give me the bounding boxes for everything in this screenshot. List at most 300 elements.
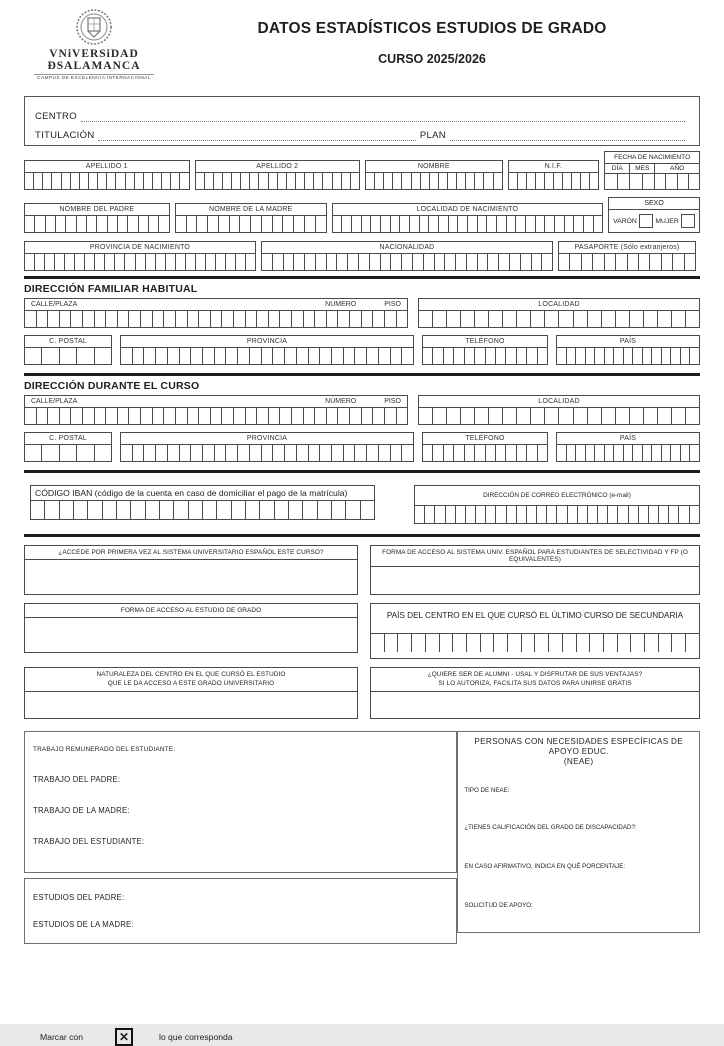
input-cell [445, 254, 456, 270]
input-cell [433, 311, 447, 327]
input-cell [234, 408, 246, 424]
input-cell [690, 445, 699, 461]
input-cell [478, 216, 488, 232]
alumni-label [371, 668, 699, 692]
dc-localidad-field [418, 395, 700, 425]
input-cell [526, 216, 536, 232]
input-cell [37, 311, 49, 327]
input-cell [475, 408, 489, 424]
nombre-madre-input-cells[interactable] [175, 216, 327, 233]
input-cell [655, 174, 666, 189]
dir-curso-row2 [24, 432, 700, 462]
input-cell [294, 254, 305, 270]
input-cell [250, 173, 259, 189]
input-cell [689, 174, 699, 189]
input-cell [60, 501, 74, 519]
input-cell [521, 254, 532, 270]
input-cell [309, 445, 321, 461]
input-cell [65, 254, 75, 270]
fecha-cells-row [605, 174, 699, 189]
plan-label: PLAN [419, 130, 446, 141]
df-cpostal-input-cells[interactable] [24, 348, 112, 365]
input-cell [423, 445, 433, 461]
input-cell [292, 408, 304, 424]
nombre-padre-field [24, 203, 170, 233]
input-cell [144, 445, 156, 461]
input-cell [605, 254, 616, 270]
input-cell [595, 348, 605, 364]
input-cell [222, 311, 234, 327]
forma-acceso-sistema-label: FORMA DE ACCESO AL SISTEMA UNIV. ESPAÑOL PARA ESTUDIANTES DE SELECTIVIDAD Y FP (O EQUIVALENTES) [371, 546, 699, 567]
df-localidad-field [418, 298, 700, 328]
input-cell [645, 634, 659, 652]
input-cell [576, 445, 586, 461]
input-cell [95, 348, 111, 364]
footer-note [40, 1028, 700, 1046]
question-row-3 [24, 667, 700, 719]
input-cell [352, 216, 362, 232]
dc-provincia-input-cells[interactable] [120, 445, 414, 462]
input-cell [494, 173, 502, 189]
input-cell [273, 216, 284, 232]
apellido1-input-cells[interactable] [24, 173, 190, 190]
input-cell [467, 254, 478, 270]
neae-panel[interactable] [457, 731, 700, 933]
input-cell [496, 445, 506, 461]
pais-centro-input-cells[interactable] [371, 633, 699, 652]
mes-input-cells[interactable] [630, 174, 655, 189]
input-cell [506, 445, 516, 461]
nombre-padre-label: NOMBRE DEL PADRE [24, 203, 170, 216]
sexo-label: SEXO [609, 198, 699, 210]
anio-label: AÑO [670, 165, 685, 172]
dc-cpostal-label: C. POSTAL [24, 432, 112, 445]
input-cell [46, 216, 56, 232]
input-cell [262, 254, 273, 270]
df-provincia-input-cells[interactable] [120, 348, 414, 365]
input-cell [681, 348, 691, 364]
dc-calle-label: CALLE/PLAZA [31, 398, 78, 405]
nombre-field [365, 160, 503, 190]
input-cell [605, 445, 615, 461]
input-cell [379, 348, 391, 364]
nombre-input-cells[interactable] [365, 173, 503, 190]
input-cell [197, 216, 208, 232]
checked-checkbox-icon: ✕ [115, 1028, 133, 1046]
input-cell [412, 173, 421, 189]
mujer-label: MUJER [655, 217, 679, 225]
input-cell [315, 311, 327, 327]
df-numero-label: NÚMERO [325, 301, 357, 308]
plan-input-line[interactable] [450, 129, 685, 141]
localidad-nacimiento-label: LOCALIDAD DE NACIMIENTO [332, 203, 604, 216]
input-cell [616, 254, 627, 270]
nacionalidad-label: NACIONALIDAD [261, 241, 553, 254]
dir-familiar-row2 [24, 335, 700, 365]
input-cell [309, 348, 321, 364]
input-cell [475, 173, 484, 189]
input-cell [168, 348, 180, 364]
dc-provincia-field [120, 432, 414, 462]
input-cell [454, 445, 464, 461]
input-cell [52, 173, 61, 189]
input-cell [269, 173, 278, 189]
input-cell [180, 173, 188, 189]
input-cell [164, 408, 176, 424]
input-cell [280, 311, 292, 327]
input-cell [488, 254, 499, 270]
lo-que-corresponda-label: lo que corresponda [158, 1032, 233, 1042]
dc-piso-label: PISO [384, 398, 401, 405]
input-cell [338, 408, 350, 424]
input-cell [168, 445, 180, 461]
input-cell [605, 348, 615, 364]
input-cell [241, 173, 250, 189]
mes-label: MES [630, 164, 655, 173]
input-cell [351, 173, 359, 189]
df-telefono-input-cells[interactable] [422, 348, 548, 365]
input-cell [136, 254, 146, 270]
input-cell [186, 254, 196, 270]
input-cell [287, 173, 296, 189]
input-cell [305, 173, 314, 189]
input-cell [273, 445, 285, 461]
input-cell [25, 216, 35, 232]
input-cell [131, 501, 145, 519]
input-cell [531, 311, 545, 327]
input-cell [211, 311, 223, 327]
input-cell [465, 445, 475, 461]
input-cell [348, 254, 359, 270]
input-cell [384, 173, 393, 189]
input-cell [672, 311, 686, 327]
apellido2-input-cells[interactable] [195, 173, 361, 190]
input-cell [344, 348, 356, 364]
input-cell [333, 173, 342, 189]
input-cell [320, 445, 332, 461]
input-cell [238, 348, 250, 364]
input-cell [618, 506, 628, 523]
input-cell [415, 506, 425, 523]
input-cell [410, 216, 420, 232]
anio-input-cells[interactable] [655, 174, 699, 189]
input-cell [166, 254, 176, 270]
section-divider [24, 534, 700, 537]
input-cell [461, 311, 475, 327]
input-cell [174, 501, 188, 519]
df-pais-field [556, 335, 700, 365]
input-cell [545, 173, 554, 189]
input-cell [535, 634, 549, 652]
input-cell [429, 216, 439, 232]
input-cell [594, 216, 603, 232]
section-divider [24, 470, 700, 473]
df-cpostal-field [24, 335, 112, 365]
input-cell [567, 445, 577, 461]
forma-acceso-grado-box [24, 603, 358, 653]
input-cell [83, 408, 95, 424]
input-cell [616, 311, 630, 327]
input-cell [671, 445, 681, 461]
input-cell [344, 445, 356, 461]
input-cell [367, 445, 379, 461]
input-cell [25, 348, 42, 364]
input-cell [478, 254, 489, 270]
input-cell [486, 506, 496, 523]
input-cell [35, 254, 45, 270]
input-cell [246, 408, 258, 424]
input-cell [454, 348, 464, 364]
df-calle-field [24, 298, 408, 328]
apellido1-label: APELLIDO 1 [24, 160, 190, 173]
input-cell [650, 254, 661, 270]
input-cell [489, 311, 503, 327]
input-cell [350, 408, 362, 424]
input-cell [673, 254, 684, 270]
forma-acceso-grado-label: FORMA DE ACCESO AL ESTUDIO DE GRADO [25, 604, 357, 618]
input-cell [630, 174, 643, 189]
input-cell [126, 173, 135, 189]
input-cell [510, 254, 521, 270]
input-cell [205, 173, 214, 189]
input-cell [89, 173, 98, 189]
input-cell [398, 634, 412, 652]
fecha-nacimiento-label: FECHA DE NACIMIENTO [605, 152, 699, 164]
input-cell [238, 445, 250, 461]
input-cell [435, 254, 446, 270]
input-cell [144, 173, 153, 189]
input-cell [430, 173, 439, 189]
input-cell [568, 506, 578, 523]
varon-checkbox[interactable] [639, 214, 653, 228]
input-cell [486, 445, 496, 461]
input-cell [456, 506, 466, 523]
input-cell [273, 254, 284, 270]
input-cell [666, 174, 677, 189]
input-cell [196, 173, 205, 189]
iban-email-row [30, 485, 700, 524]
input-cell [257, 311, 269, 327]
input-cell [586, 445, 596, 461]
input-cell [385, 634, 399, 652]
input-cell [662, 445, 672, 461]
dc-calle-input-cells[interactable] [24, 408, 408, 425]
dc-localidad-input-cells[interactable] [418, 408, 700, 425]
question-row-2 [24, 603, 700, 659]
dc-numero-label: NÚMERO [325, 398, 357, 405]
input-cell [203, 445, 215, 461]
input-cell [690, 348, 699, 364]
input-cell [283, 216, 294, 232]
dir-familiar-row1 [24, 298, 700, 328]
dc-telefono-field [422, 432, 548, 462]
primera-vez-answer-area[interactable] [25, 560, 357, 608]
input-cell [466, 173, 475, 189]
pasaporte-field [558, 241, 696, 271]
input-cell [503, 311, 517, 327]
input-cell [447, 408, 461, 424]
input-cell [440, 634, 454, 652]
alumni-line2: SI LO AUTORIZA, FACILITA SUS DATOS PARA UNIRSE GRATIS [438, 679, 632, 687]
input-cell [578, 506, 588, 523]
input-cell [527, 173, 536, 189]
input-cell [105, 254, 115, 270]
iban-input-cells[interactable] [30, 501, 375, 520]
input-cell [618, 634, 632, 652]
input-cell [475, 311, 489, 327]
input-cell [275, 501, 289, 519]
input-cell [121, 445, 133, 461]
input-cell [565, 216, 575, 232]
nombre-padre-input-cells[interactable] [24, 216, 170, 233]
input-cell [446, 506, 456, 523]
nacionalidad-input-cells[interactable] [261, 254, 553, 271]
input-cell [499, 254, 510, 270]
dc-provincia-label: PROVINCIA [120, 432, 414, 445]
input-cell [624, 445, 634, 461]
input-cell [370, 254, 381, 270]
input-cell [297, 348, 309, 364]
input-cell [433, 445, 443, 461]
usal-crest-icon [75, 8, 113, 46]
input-cell [305, 216, 316, 232]
usal-logo [34, 8, 154, 81]
input-cell [366, 173, 375, 189]
input-cell [128, 216, 138, 232]
input-cell [118, 408, 130, 424]
input-cell [672, 408, 686, 424]
input-cell [25, 311, 37, 327]
input-cell [292, 311, 304, 327]
dc-cpostal-input-cells[interactable] [24, 445, 112, 462]
input-cell [527, 348, 537, 364]
trabajo-box[interactable] [24, 731, 457, 873]
df-calle-input-cells[interactable] [24, 311, 408, 328]
input-cell [71, 311, 83, 327]
input-cell [304, 408, 316, 424]
input-cell [375, 173, 384, 189]
input-cell [98, 173, 107, 189]
input-cell [88, 501, 102, 519]
input-cell [303, 501, 317, 519]
input-cell [652, 445, 662, 461]
forma-acceso-grado-answer-area[interactable] [25, 618, 357, 666]
input-cell [71, 408, 83, 424]
input-cell [671, 348, 681, 364]
titulacion-label: TITULACIÓN [35, 130, 95, 141]
input-cell [246, 501, 260, 519]
input-cell [576, 348, 586, 364]
input-cell [106, 311, 118, 327]
input-cell [402, 254, 413, 270]
titulacion-input-line[interactable] [98, 129, 415, 141]
df-localidad-input-cells[interactable] [418, 311, 700, 328]
input-cell [116, 173, 125, 189]
localidad-nacimiento-input-cells[interactable] [332, 216, 604, 233]
fecha-nacimiento-panel [604, 151, 700, 190]
input-cell [644, 408, 658, 424]
df-pais-input-cells[interactable] [556, 348, 700, 365]
varon-label: VARÓN [613, 217, 637, 225]
input-cell [412, 634, 426, 652]
input-cell [117, 501, 131, 519]
pasaporte-input-cells[interactable] [558, 254, 696, 271]
input-cell [327, 408, 339, 424]
dc-pais-input-cells[interactable] [556, 445, 700, 462]
dc-telefono-input-cells[interactable] [422, 445, 548, 462]
input-cell [547, 506, 557, 523]
identity-row [24, 151, 700, 190]
nif-input-cells[interactable] [508, 173, 600, 190]
dir-curso-row1 [24, 395, 700, 425]
estudios-madre-label: ESTUDIOS DE LA MADRE: [33, 920, 134, 929]
input-cell [153, 311, 165, 327]
estudios-box[interactable] [24, 878, 457, 944]
input-cell [506, 348, 516, 364]
nombre-label: NOMBRE [365, 160, 503, 173]
dia-input-cells[interactable] [605, 174, 630, 189]
naturaleza-centro-label [25, 668, 357, 692]
input-cell [554, 173, 563, 189]
input-cell [630, 311, 644, 327]
input-cell [297, 445, 309, 461]
input-cell [289, 501, 303, 519]
input-cell [188, 408, 200, 424]
input-cell [156, 254, 166, 270]
centro-label: CENTRO [35, 111, 77, 122]
input-cell [74, 501, 88, 519]
input-cell [517, 408, 531, 424]
neae-title-line2: (NEAE) [563, 757, 594, 766]
input-cell [199, 311, 211, 327]
input-cell [342, 216, 352, 232]
primera-vez-box [24, 545, 358, 595]
input-cell [37, 408, 49, 424]
input-cell [549, 634, 563, 652]
input-cell [62, 173, 71, 189]
input-cell [465, 348, 475, 364]
page-header [0, 0, 724, 96]
input-cell [133, 445, 145, 461]
input-cell [497, 216, 507, 232]
nif-field [508, 160, 600, 190]
input-cell [215, 445, 227, 461]
input-cell [144, 348, 156, 364]
input-cell [71, 173, 80, 189]
input-cell [643, 348, 653, 364]
input-cell [133, 348, 145, 364]
input-cell [199, 408, 211, 424]
input-cell [85, 254, 95, 270]
input-cell [614, 445, 624, 461]
mujer-checkbox[interactable] [681, 214, 695, 228]
input-cell [217, 501, 231, 519]
input-cell [125, 254, 135, 270]
input-cell [77, 216, 87, 232]
input-cell [538, 348, 547, 364]
email-input-cells[interactable] [414, 506, 700, 524]
input-cell [516, 216, 526, 232]
input-cell [95, 254, 105, 270]
dc-calle-band [24, 395, 408, 408]
input-cell [659, 634, 673, 652]
input-cell [187, 216, 198, 232]
forma-acceso-sistema-box [370, 545, 700, 595]
input-cell [25, 445, 42, 461]
centro-input-line[interactable] [81, 110, 685, 122]
alumni-line1: ¿QUIERE SER DE ALUMNI - USAL Y DISFRUTAR DE SUS VENTAJAS? [427, 671, 643, 678]
provincia-nacimiento-input-cells[interactable] [24, 254, 256, 271]
